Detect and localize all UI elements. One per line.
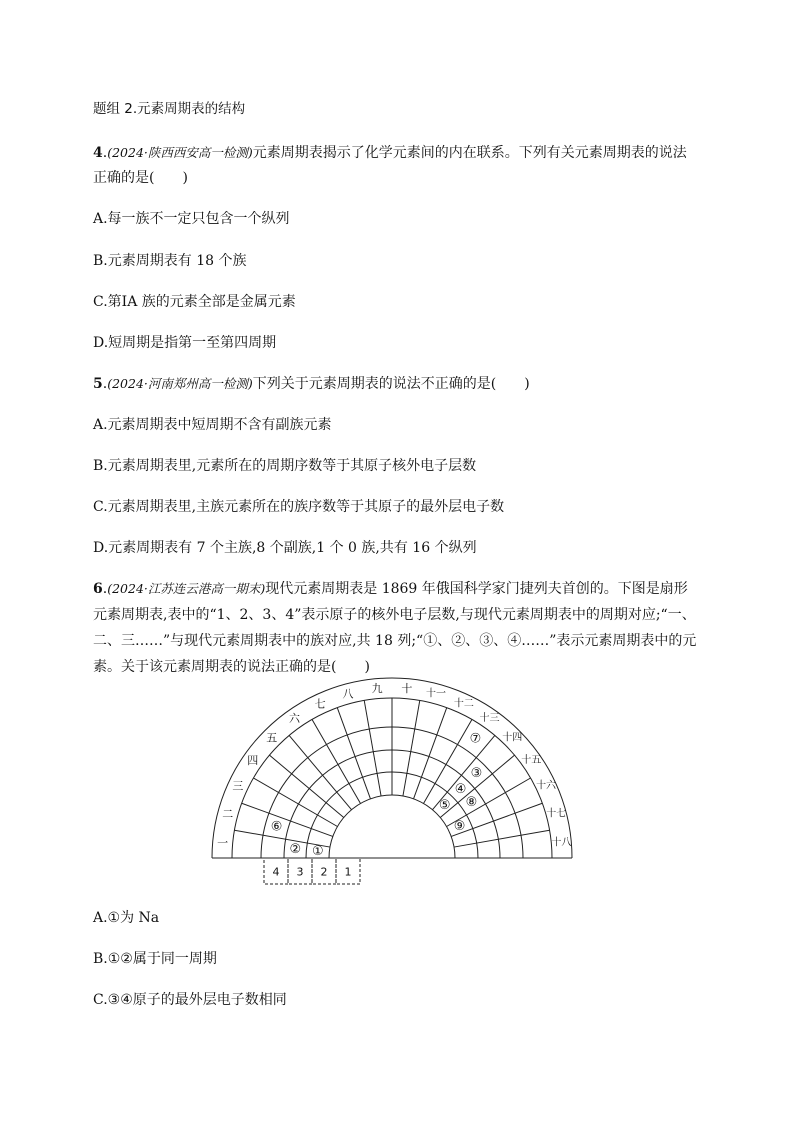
q6-stem-line3: 二、三……”与现代元素周期表中的族对应,共 18 列;“①、②、③、④……”表示元素周期表中的元 — [93, 633, 697, 649]
group-label: 三 — [232, 779, 244, 793]
group-label: 九 — [371, 682, 383, 696]
group-label: 一 — [217, 836, 229, 850]
fan-radial-line — [364, 700, 381, 796]
group-label: 七 — [314, 697, 326, 711]
q5-option-b: B.元素周期表里,元素所在的周期序数等于其原子核外电子层数 — [93, 458, 477, 474]
fan-radial-line — [454, 830, 550, 847]
group-label: 五 — [266, 731, 278, 745]
element-marker: ② — [289, 842, 302, 858]
element-marker: ③ — [470, 766, 483, 782]
element-marker: ① — [311, 844, 324, 860]
element-marker: ⑥ — [270, 819, 283, 835]
period-label: 3 — [296, 865, 304, 879]
q6-option-c: C.③④原子的最外层电子数相同 — [93, 992, 287, 1008]
q5-number: 5 — [93, 376, 103, 392]
group-label: 十三 — [479, 713, 500, 725]
element-marker: ⑧ — [465, 794, 478, 810]
group-label: 六 — [288, 712, 300, 726]
q5-stem-text: 下列关于元素周期表的说法不正确的是( ) — [252, 376, 530, 392]
q5-stem: 5.(2024·河南郑州高一检测)下列关于元素周期表的说法不正确的是( ) — [93, 376, 530, 392]
q6-number: 6 — [93, 581, 103, 597]
group-label: 十五 — [521, 754, 542, 766]
q6-stem-line1: 6.(2024·江苏连云港高一期末)现代元素周期表是 1869 年俄国科学家门捷列夫首创的。下图是扇形 — [93, 581, 688, 597]
group-label: 十一 — [425, 688, 446, 700]
q4-option-a: A.每一族不一定只包含一个纵列 — [93, 211, 290, 227]
group-label: 十二 — [453, 698, 474, 710]
q4-source: (2024·陕西西安高一检测) — [107, 145, 253, 160]
fan-radial-line — [403, 700, 420, 796]
element-marker: ⑤ — [438, 797, 451, 813]
q4-option-b: B.元素周期表有 18 个族 — [93, 253, 247, 269]
element-marker: ⑦ — [469, 731, 482, 747]
q5-source: (2024·河南郑州高一检测) — [107, 376, 253, 391]
q4-option-c: C.第ⅠA 族的元素全部是金属元素 — [93, 294, 296, 310]
q6-option-b: B.①②属于同一周期 — [93, 951, 217, 967]
q6-option-a: A.①为 Na — [93, 910, 160, 926]
group-label: 四 — [247, 753, 259, 767]
q4-number: 4 — [93, 145, 103, 161]
q4-stem-line1: 4.(2024·陕西西安高一检测)元素周期表揭示了化学元素间的内在联系。下列有关元素周期表的说法 — [93, 145, 687, 161]
group-label: 十六 — [536, 780, 557, 792]
group-label: 十四 — [502, 732, 523, 744]
q6-stem-line2: 元素周期表,表中的“1、2、3、4”表示原子的核外电子层数,与现代元素周期表中的周期对应;“一、 — [93, 607, 696, 623]
group-title: 题组 2.元素周期表的结构 — [93, 101, 246, 117]
period-label: 1 — [344, 865, 352, 879]
q5-option-c: C.元素周期表里,主族元素所在的族序数等于其原子的最外层电子数 — [93, 499, 505, 515]
period-label: 2 — [320, 865, 328, 879]
group-label: 十 — [401, 682, 413, 696]
q4-stem-text: 元素周期表揭示了化学元素间的内在联系。下列有关元素周期表的说法 — [252, 145, 687, 161]
group-label: 二 — [222, 807, 234, 821]
q4-stem-line2: 正确的是( ) — [93, 170, 188, 186]
q5-option-a: A.元素周期表中短周期不含有副族元素 — [93, 417, 332, 433]
q6-source: (2024·江苏连云港高一期末) — [107, 581, 266, 596]
element-marker: ④ — [454, 781, 467, 797]
q6-stem-text: 现代元素周期表是 1869 年俄国科学家门捷列夫首创的。下图是扇形 — [265, 581, 688, 597]
q6-stem-line4: 素。关于该元素周期表的说法正确的是( ) — [93, 659, 370, 675]
fan-ring-arc — [329, 795, 455, 858]
group-label: 十八 — [551, 837, 572, 849]
group-label: 八 — [342, 687, 354, 701]
fan-periodic-table-figure — [217, 682, 572, 890]
group-label: 十七 — [546, 808, 567, 820]
period-label: 4 — [272, 865, 280, 879]
q5-option-d: D.元素周期表有 7 个主族,8 个副族,1 个 0 族,共有 16 个纵列 — [93, 540, 477, 556]
q4-option-d: D.短周期是指第一至第四周期 — [93, 335, 277, 351]
element-marker: ⑨ — [453, 819, 466, 835]
